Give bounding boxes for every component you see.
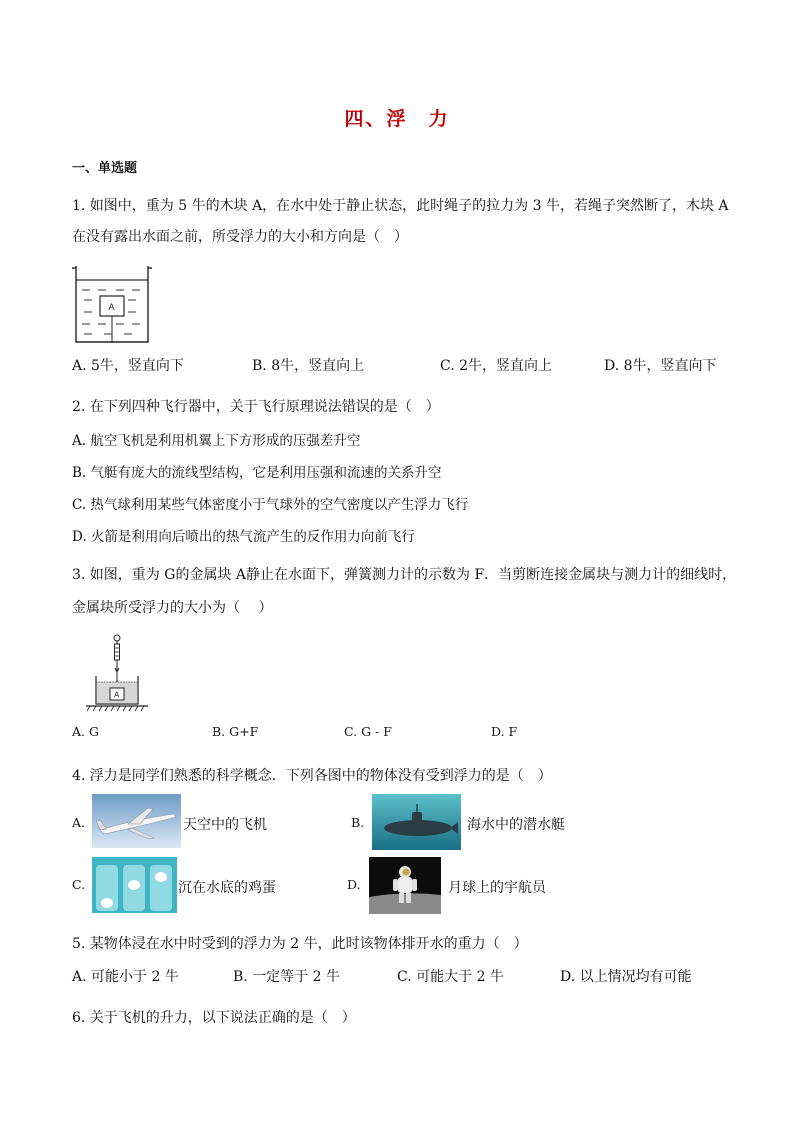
q2-option-b[interactable]: B. 气艇有庞大的流线型结构，它是利用压强和流速的关系升空 [72,465,442,481]
page-title: 四、浮 力 [344,108,450,130]
spring-scale-icon [114,635,120,684]
q4-option-c-letter[interactable]: C. [72,877,86,892]
q3-option-d[interactable]: D. F [491,724,518,739]
section-heading: 一、单选题 [72,161,138,176]
q2-option-a[interactable]: A. 航空飞机是利用机翼上下方形成的压强差升空 [72,433,361,449]
q6-stem: 6. 关于飞机的升力，以下说法正确的是（ ） [72,1010,356,1026]
q1-block-label: A [108,302,115,312]
q5-option-c[interactable]: C. 可能大于 2 牛 [397,969,504,985]
q2-option-c[interactable]: C. 热气球利用某些气体密度小于气球外的空气密度以产生浮力飞行 [72,497,469,513]
q2-stem: 2. 在下列四种飞行器中，关于飞行原理说法错误的是（ ） [72,399,440,415]
q3-option-c[interactable]: C. G - F [344,724,392,739]
q1-option-b[interactable]: B. 8牛，竖直向上 [252,358,365,374]
q3-block-label: A [114,690,120,700]
q1-stem-line1: 1. 如图中，重为 5 牛的木块 A，在水中处于静止状态，此时绳子的拉力为 3 牛，若绳子突然断了，木块 A [72,198,729,214]
q1-stem-line2: 在没有露出水面之前，所受浮力的大小和方向是（ ） [72,229,408,245]
q2-option-d[interactable]: D. 火箭是利用向后喷出的热气流产生的反作用力向前飞行 [72,529,415,545]
q3-option-a[interactable]: A. G [72,724,99,739]
q1-beaker-figure [72,266,152,346]
q4-option-c-text: 沉在水底的鸡蛋 [178,880,276,896]
q5-option-d[interactable]: D. 以上情况均有可能 [560,969,692,985]
q5-option-a[interactable]: A. 可能小于 2 牛 [72,969,179,985]
q1-option-a[interactable]: A. 5牛，竖直向下 [72,358,184,374]
q3-stem-line2: 金属块所受浮力的大小为（ ） [72,600,273,616]
q5-stem: 5. 某物体浸在水中时受到的浮力为 2 牛，此时该物体排开水的重力（ ） [72,936,528,952]
submarine-image[interactable] [372,794,461,850]
airplane-image[interactable] [92,794,181,848]
astronaut-image[interactable] [369,857,441,914]
q5-option-b[interactable]: B. 一定等于 2 牛 [233,969,340,985]
q3-stem-line1: 3. 如图，重为 G的金属块 A静止在水面下，弹簧测力计的示数为 F．当剪断连接金属块与测力计的细线时， [72,567,737,583]
q1-option-d[interactable]: D. 8牛，竖直向下 [604,358,717,374]
q3-option-b[interactable]: B. G+F [212,724,259,739]
q3-spring-scale-figure [84,632,150,714]
q4-option-a-letter[interactable]: A. [72,815,86,830]
q4-option-b-text: 海水中的潜水艇 [467,817,565,833]
q4-stem: 4. 浮力是同学们熟悉的科学概念．下列各图中的物体没有受到浮力的是（ ） [72,768,552,784]
q1-option-c[interactable]: C. 2牛，竖直向上 [440,358,553,374]
eggs-image[interactable] [92,857,177,913]
q4-option-a-text: 天空中的飞机 [183,817,267,833]
q4-option-d-text: 月球上的宇航员 [448,880,546,896]
q4-option-d-letter[interactable]: D. [347,877,361,892]
q4-option-b-letter[interactable]: B. [351,815,365,830]
